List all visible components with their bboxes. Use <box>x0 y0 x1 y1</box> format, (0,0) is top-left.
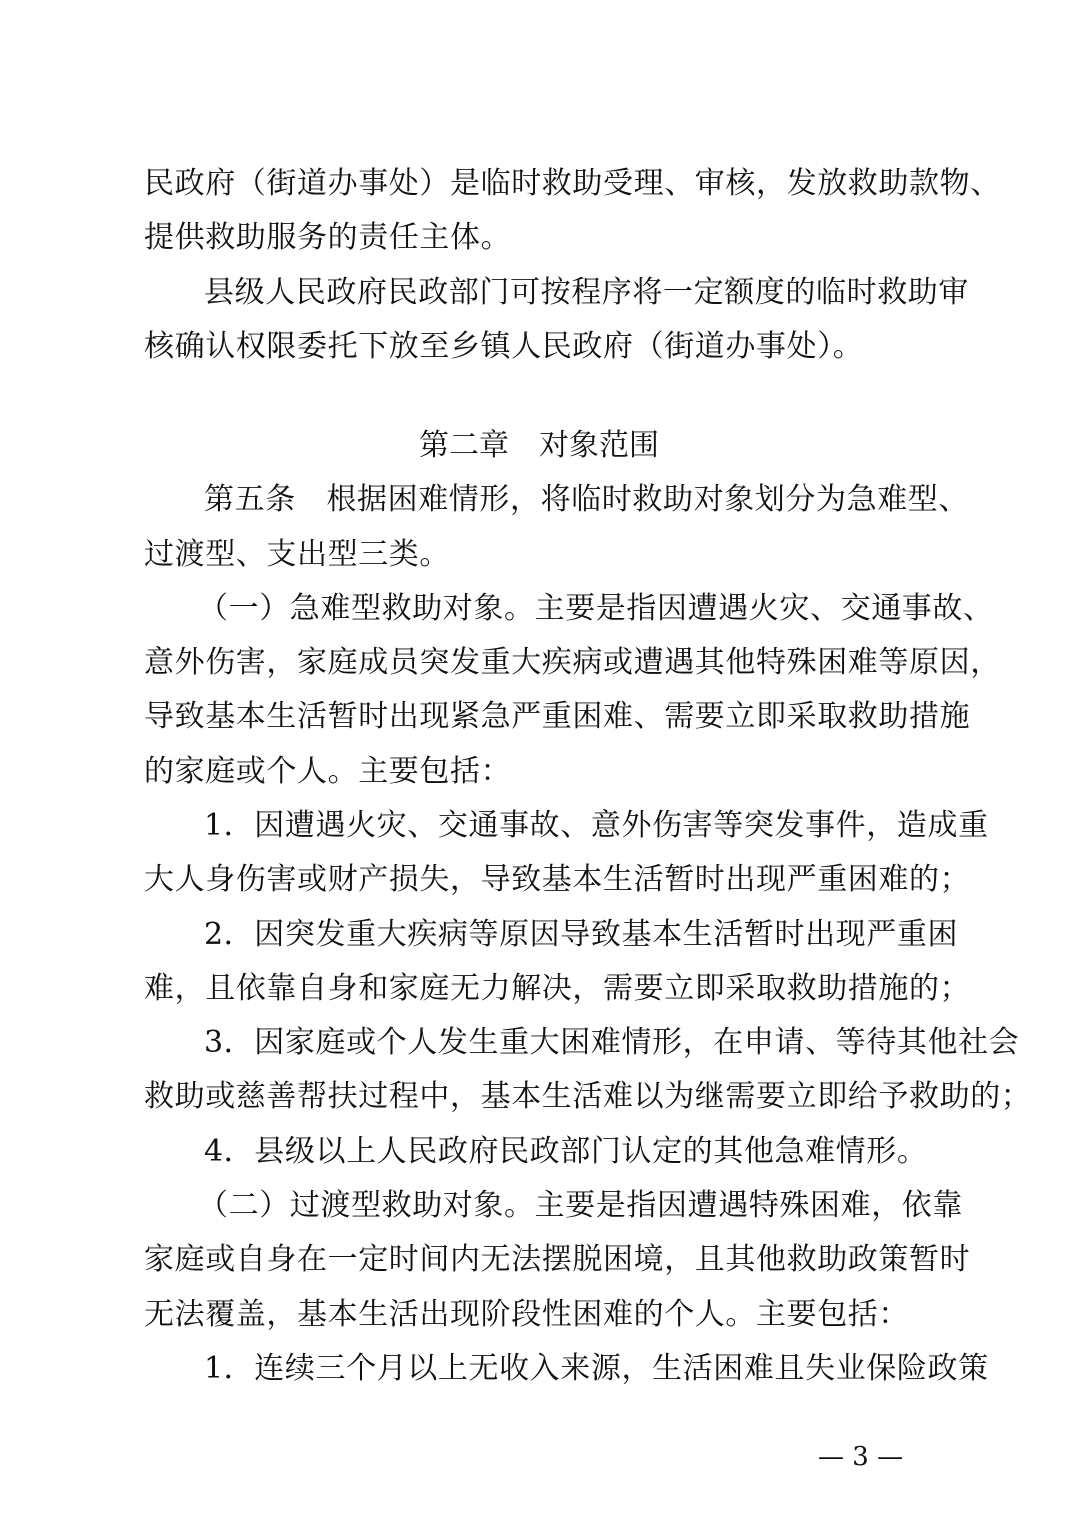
text-line: 意外伤害，家庭成员突发重大疾病或遭遇其他特殊困难等原因， <box>144 645 1001 680</box>
text-line: 提供救助服务的责任主体。 <box>144 220 512 255</box>
list-item-line: 4．县级以上人民政府民政部门认定的其他急难情形。 <box>204 1134 928 1169</box>
list-item-line: 1．连续三个月以上无收入来源，生活困难且失业保险政策 <box>204 1351 989 1386</box>
text-line: 民政府（街道办事处）是临时救助受理、审核，发放救助款物、 <box>144 166 1001 201</box>
article-heading-line: 第五条 根据困难情形，将临时救助对象划分为急难型、 <box>204 482 969 517</box>
list-item-line: 1．因遭遇火灾、交通事故、意外伤害等突发事件，造成重 <box>204 808 989 843</box>
paragraph-start-line: （二）过渡型救助对象。主要是指因遭遇特殊困难，依靠 <box>198 1188 963 1223</box>
text-line: 过渡型、支出型三类。 <box>144 537 450 572</box>
list-item-line: 3．因家庭或个人发生重大困难情形，在申请、等待其他社会 <box>204 1025 1020 1060</box>
text-line: 无法覆盖，基本生活出现阶段性困难的个人。主要包括： <box>144 1297 909 1332</box>
text-line: 救助或慈善帮扶过程中，基本生活难以为继需要立即给予救助的； <box>144 1079 1032 1114</box>
chapter-heading: 第二章 对象范围 <box>419 428 659 463</box>
text-line: 的家庭或个人。主要包括： <box>144 754 512 789</box>
page-number: — 3 — <box>818 1442 904 1472</box>
paragraph-start-line: （一）急难型救助对象。主要是指因遭遇火灾、交通事故、 <box>198 591 994 626</box>
text-line: 大人身伤害或财产损失，导致基本生活暂时出现严重困难的； <box>144 862 971 897</box>
text-line: 导致基本生活暂时出现紧急严重困难、需要立即采取救助措施 <box>144 699 971 734</box>
paragraph-start-line: 县级人民政府民政部门可按程序将一定额度的临时救助审 <box>204 275 969 310</box>
text-line: 难，且依靠自身和家庭无力解决，需要立即采取救助措施的； <box>144 971 971 1006</box>
list-item-line: 2．因突发重大疾病等原因导致基本生活暂时出现严重困 <box>204 917 959 952</box>
text-line: 家庭或自身在一定时间内无法摆脱困境，且其他救助政策暂时 <box>144 1242 971 1277</box>
text-line: 核确认权限委托下放至乡镇人民政府（街道办事处）。 <box>144 329 864 364</box>
